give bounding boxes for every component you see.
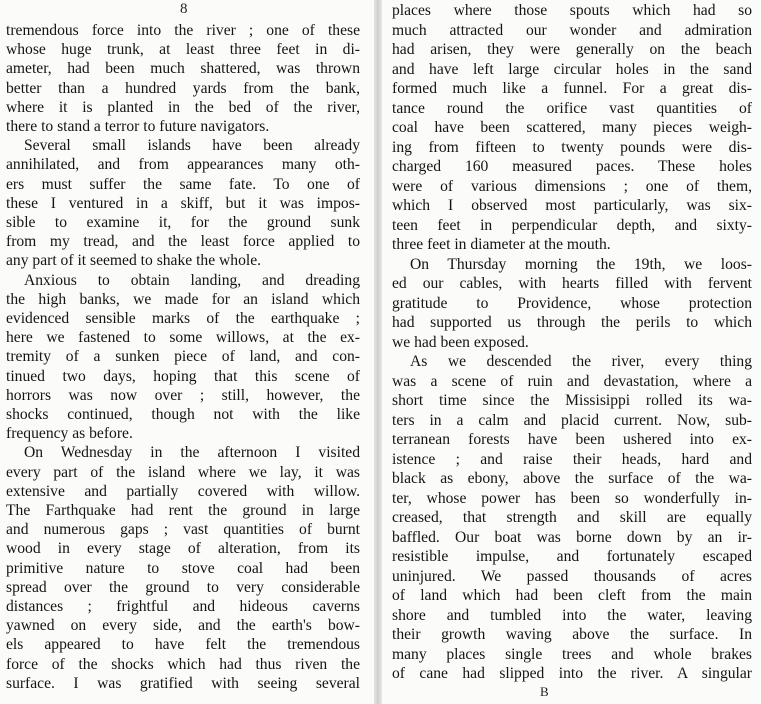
left-page [6,0,360,704]
text-line: creased, that strength and skill are equally [392,509,752,526]
text-line: ameter, had been much shattered, was thrown [6,60,360,78]
text-line: baffled. Our boat was borne down by an ir- [392,528,752,546]
text-line: distances ; frightful and hideous caverns [6,598,360,615]
text-line: many places single trees and whole brakes [392,645,752,663]
text-line: shore and tumbled into the water, leaving [392,606,752,624]
text-line: extensive and partially covered with willow. [6,482,360,500]
text-line: primitive nature to stove coal had been [6,559,360,577]
text-line: charged 160 measured paces. These holes [392,158,752,175]
left-page-number: 8 [180,1,188,17]
text-line: which I observed most particularly, was six- [392,197,752,214]
text-line: spread over the ground to very considerable [6,578,360,596]
text-line: Anxious to obtain landing, and dreading [24,271,360,289]
text-line: whose huge trunk, at least three feet in di- [6,41,360,59]
text-line: were of various dimensions ; one of them, [392,177,752,195]
text-line: uninjured. We passed thousands of acres [392,567,752,585]
text-line: annihilated, and from appearances many oth- [6,156,360,174]
text-line: tinued two days, hoping that this scene of [6,367,360,385]
text-line: ers must suffer the same fate. To one of [6,175,360,193]
text-line: any part of it seemed to shake the whole. [6,252,262,270]
text-line: istence ; and raise their heads, hard and [392,450,752,468]
text-line: was a scene of ruin and devastation, where a [392,372,752,390]
text-line: surface. I was gratified with seeing several [6,674,360,692]
text-line: of land which had been cleft from the main [392,587,752,604]
text-line: sible to examine it, for the ground sunk [6,214,360,231]
text-line: here we fastened to some willows, at the ex- [6,329,360,347]
text-line: of cane had slipped into the river. A singular [392,665,752,682]
text-line: teen feet in perpendicular depth, and sixty- [392,216,752,234]
text-line: much attracted our wonder and admiration [392,21,752,39]
text-line: As we descended the river, every thing [410,353,752,370]
text-line: ing from fifteen to twenty pounds were dis- [392,138,752,156]
text-line: On Wednesday in the afternoon I visited [24,444,360,462]
text-line: On Thursday morning the 19th, we loos- [410,255,752,273]
text-line: tremendous force into the river ; one of these [6,22,360,39]
text-line: had arisen, they were generally on the beach [392,41,752,58]
text-line: force of the shocks which had thus riven the [6,655,360,673]
text-line: there to stand a terror to future navigators. [6,118,270,135]
text-line: we had been exposed. [392,333,529,351]
right-page-signature-mark: B [540,684,549,699]
text-line: formed much like a funnel. For a great dis- [392,80,752,97]
book-gutter [374,0,382,704]
text-line: ed our cables, with hearts filled with fervent [392,275,752,292]
text-line: had supported us through the perils to which [392,314,752,331]
text-line: from my tread, and the least force applied to [6,233,360,251]
text-line: shocks continued, though not with the like [6,406,360,423]
text-line: these I ventured in a skiff, but it was impos- [6,194,360,212]
text-line: and numerous gaps ; vast quantities of burnt [6,521,360,539]
text-line: frequency as before. [6,425,133,443]
text-line: tance round the orifice vast quantities of [392,99,752,117]
text-line: better than a hundred yards from the bank, [6,79,360,97]
text-line: gratitude to Providence, whose protection [392,294,752,312]
text-line: The Farthquake had rent the ground in large [6,502,360,519]
text-line: ters in a calm and placid current. Now, sub- [392,411,752,429]
text-line: coal have been scattered, many pieces weigh- [392,119,752,136]
text-line: where it is planted in the bed of the river, [6,98,360,116]
text-line: Several small islands have been already [24,137,360,155]
text-line: places where those spouts which had so [392,2,752,19]
text-line: horrors was now over ; still, however, the [6,386,360,404]
text-line: and have left large circular holes in the sand [392,60,752,78]
text-line: resistible impulse, and fortunately escaped [392,548,752,565]
text-line: the high banks, we made for an island which [6,290,360,308]
text-line: three feet in diameter at the mouth. [392,236,611,253]
text-line: every part of the island where we lay, it was [6,463,360,481]
text-line: black as ebony, above the surface of the wa- [392,470,752,487]
text-line: els appeared to have felt the tremendous [6,636,360,654]
right-page [392,0,752,704]
text-line: tremity of a sunken piece of land, and con- [6,348,360,366]
text-line: their growth waving above the surface. In [392,626,752,643]
text-line: terranean forests have been ushered into ex- [392,431,752,448]
text-line: yawned on every side, and the earth's bow- [6,617,360,635]
text-line: wood in every stage of alteration, from its [6,540,360,558]
text-line: evidenced sensible marks of the earthquake ; [6,310,360,327]
text-line: ter, whose power has been so wonderfully in- [392,489,752,507]
text-line: short time since the Missisippi rolled its wa- [392,392,752,409]
